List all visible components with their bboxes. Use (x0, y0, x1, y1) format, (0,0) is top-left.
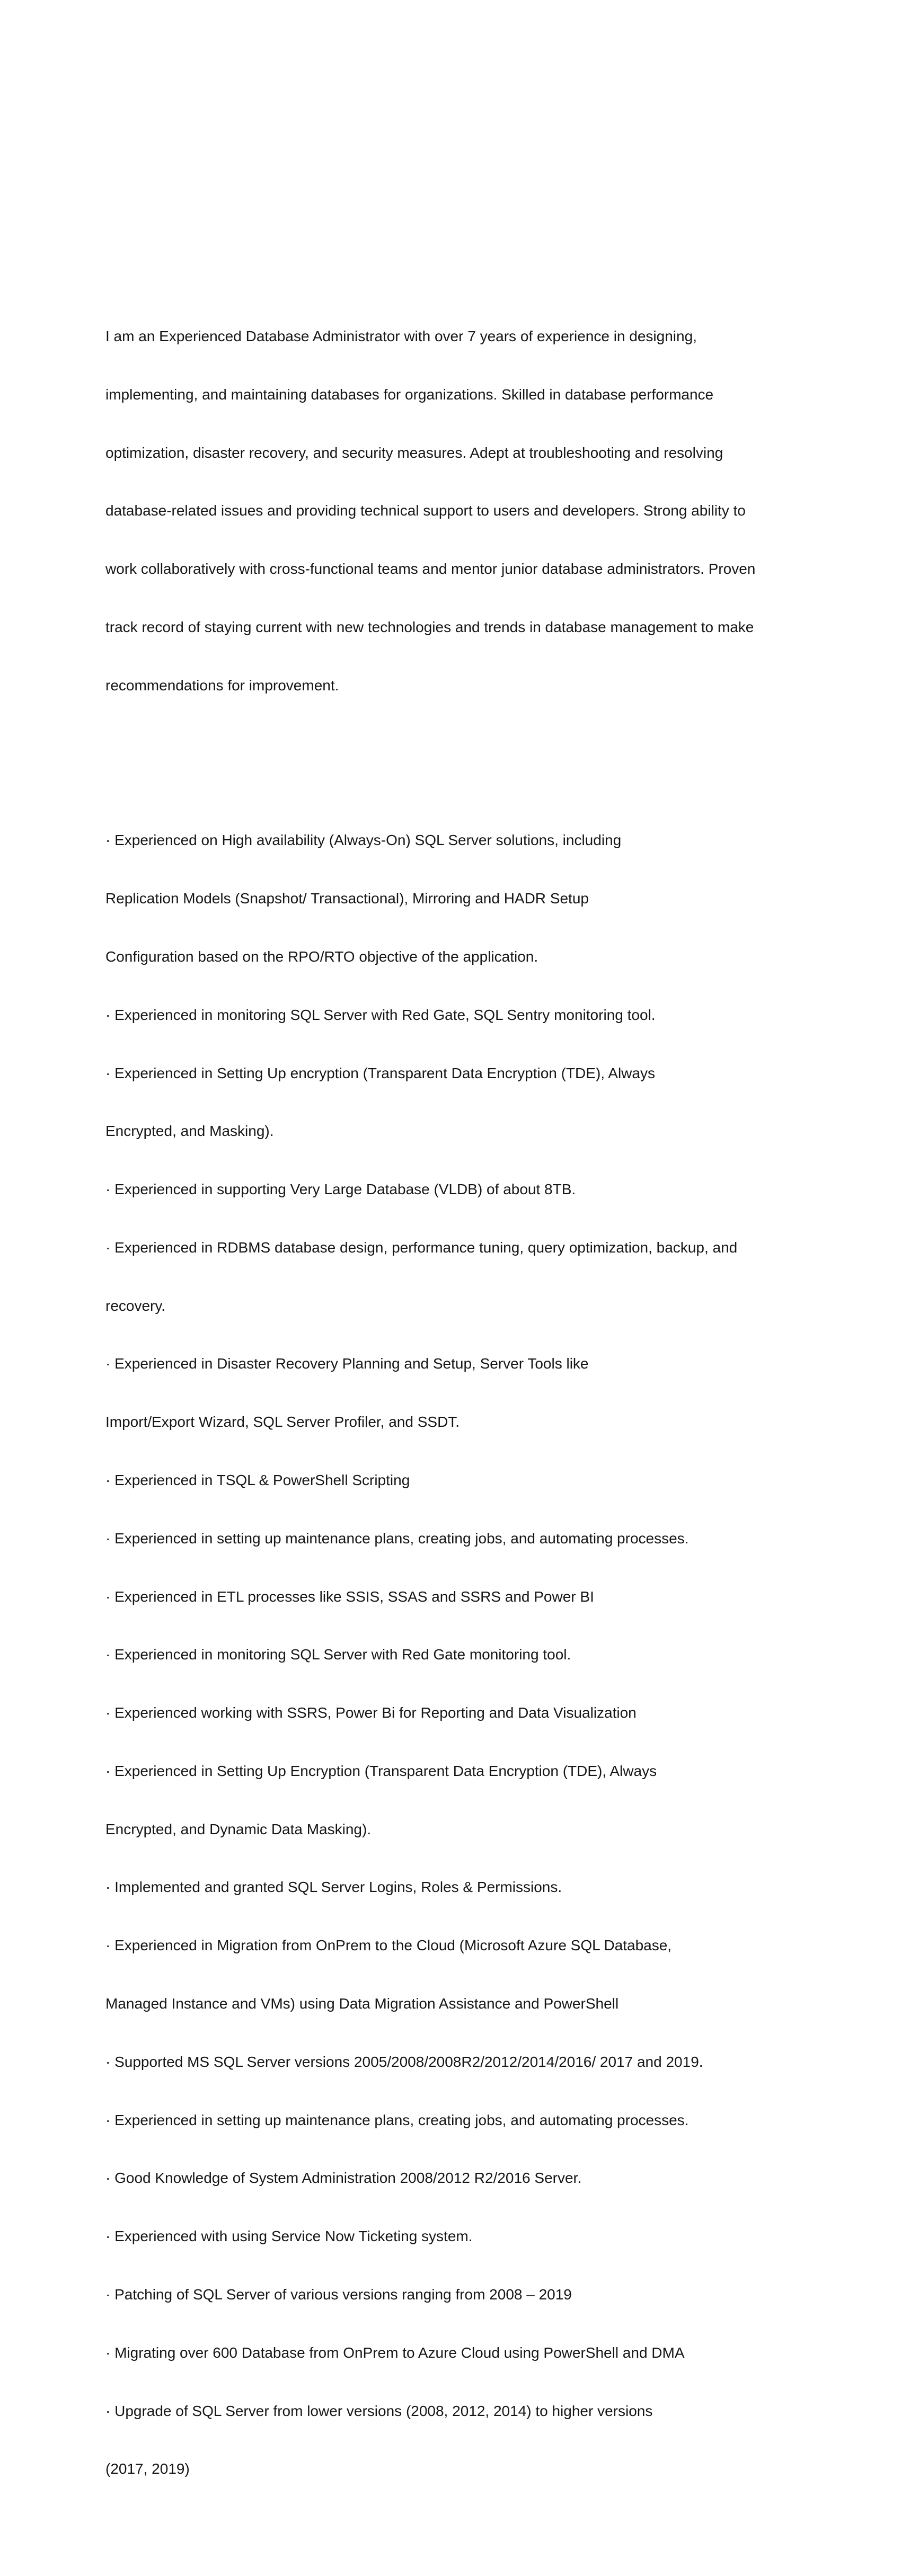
bullet-line: · Implemented and granted SQL Server Logins, Roles & Permissions. (105, 1879, 562, 1896)
bullet-continuation-line: recovery. (105, 1297, 166, 1314)
bullet-continuation-line: Managed Instance and VMs) using Data Migration Assistance and PowerShell (105, 1995, 619, 2012)
bullet-continuation-line: Replication Models (Snapshot/ Transactional), Mirroring and HADR Setup (105, 890, 589, 907)
highlights-list (105, 792, 800, 2518)
summary-line: I am an Experienced Database Administrator with over 7 years of experience in designing, (105, 327, 697, 344)
bullet-line: · Patching of SQL Server of various versions ranging from 2008 – 2019 (105, 2286, 572, 2303)
bullet-continuation-line: Encrypted, and Dynamic Data Masking). (105, 1820, 372, 1837)
bullet-line: · Experienced in Setting Up Encryption (Transparent Data Encryption (TDE), Always (105, 1762, 657, 1779)
bullet-line: · Good Knowledge of System Administration 2008/2012 R2/2016 Server. (105, 2170, 582, 2187)
summary-line: recommendations for improvement. (105, 677, 339, 694)
bullet-line: · Experienced in ETL processes like SSIS, SSAS and SSRS and Power BI (105, 1588, 594, 1605)
bullet-line: · Experienced in setting up maintenance plans, creating jobs, and automating processes. (105, 2111, 689, 2128)
bullet-line: · Experienced in monitoring SQL Server with Red Gate monitoring tool. (105, 1646, 571, 1663)
bullet-continuation-line: Encrypted, and Masking). (105, 1123, 274, 1140)
bullet-line: · Upgrade of SQL Server from lower versions (2008, 2012, 2014) to higher versions (105, 2402, 653, 2419)
bullet-line: · Experienced in Disaster Recovery Planning and Setup, Server Tools like (105, 1355, 589, 1372)
bullet-continuation-line: Import/Export Wizard, SQL Server Profiler, and SSDT. (105, 1414, 460, 1431)
bullet-line: · Experienced in supporting Very Large Database (VLDB) of about 8TB. (105, 1181, 576, 1198)
bullet-line: · Experienced in Migration from OnPrem to the Cloud (Microsoft Azure SQL Database, (105, 1937, 672, 1954)
summary-line: database-related issues and providing technical support to users and developers. Strong ability to (105, 502, 746, 519)
summary-line: implementing, and maintaining databases for organizations. Skilled in database performance (105, 386, 714, 403)
bullet-line: · Migrating over 600 Database from OnPrem to Azure Cloud using PowerShell and DMA (105, 2344, 685, 2361)
bullet-line: · Experienced with using Service Now Ticketing system. (105, 2228, 473, 2245)
bullet-line: · Experienced on High availability (Always-On) SQL Server solutions, including (105, 832, 622, 849)
bullet-line: · Supported MS SQL Server versions 2005/2008/2008R2/2012/2014/2016/ 2017 and 2019. (105, 2053, 703, 2070)
summary-line: optimization, disaster recovery, and security measures. Adept at troubleshooting and resolving (105, 444, 723, 461)
summary-line: work collaboratively with cross-functional teams and mentor junior database administrators. Proven (105, 561, 756, 578)
summary-paragraph (105, 288, 800, 734)
bullet-line: · Experienced in RDBMS database design, performance tuning, query optimization, backup, and (105, 1239, 738, 1256)
bullet-continuation-line: Configuration based on the RPO/RTO objective of the application. (105, 948, 538, 965)
bullet-line: · Experienced in setting up maintenance plans, creating jobs, and automating processes. (105, 1530, 689, 1547)
bullet-continuation-line: (2017, 2019) (105, 2460, 190, 2477)
bullet-line: · Experienced in Setting Up encryption (Transparent Data Encryption (TDE), Always (105, 1064, 655, 1081)
bullet-line: · Experienced in monitoring SQL Server with Red Gate, SQL Sentry monitoring tool. (105, 1006, 656, 1023)
resume-text-block (105, 230, 800, 2576)
bullet-line: · Experienced working with SSRS, Power Bi for Reporting and Data Visualization (105, 1704, 637, 1721)
bullet-line: · Experienced in TSQL & PowerShell Scripting (105, 1472, 410, 1488)
summary-line: track record of staying current with new technologies and trends in database management to make (105, 618, 754, 635)
